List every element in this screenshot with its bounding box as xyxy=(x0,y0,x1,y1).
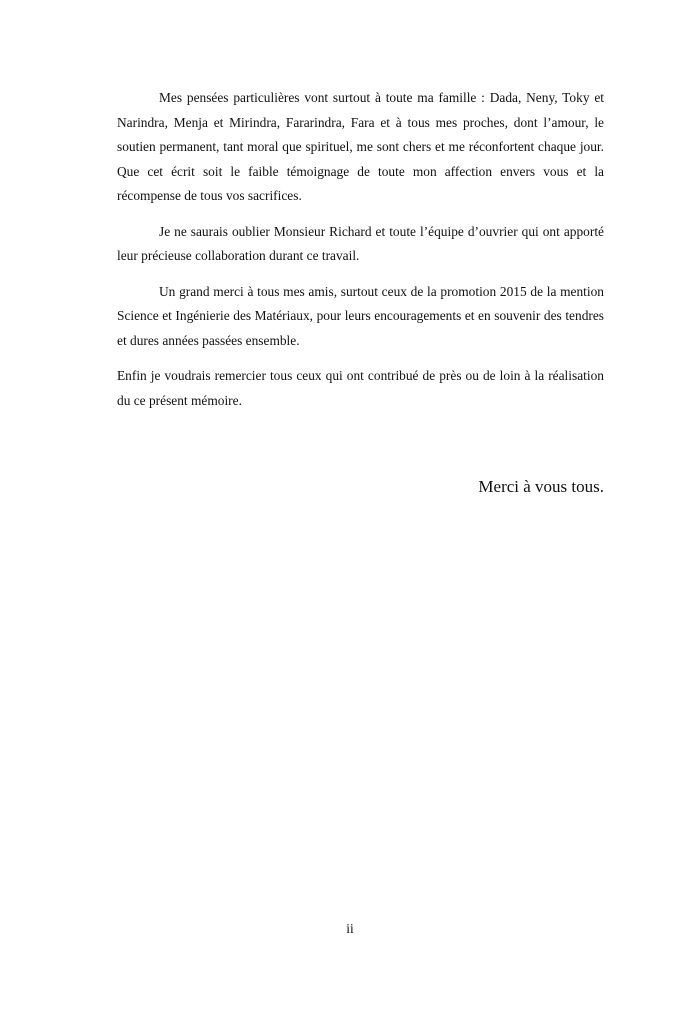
paragraph-friends: Un grand merci à tous mes amis, surtout ceux de la promotion 2015 de la mention Science et Ingénierie des Matériaux, pour leurs encouragements et en souvenir des tendres et dures années passées ensemble. xyxy=(117,283,604,348)
paragraph-final-thanks: Enfin je voudrais remercier tous ceux qui ont contribué de près ou de loin à la réalisation du ce présent mémoire. xyxy=(117,368,604,408)
acknowledgements-body xyxy=(117,86,604,424)
closing-line: Merci à vous tous. xyxy=(478,477,604,496)
paragraph-family: Mes pensées particulières vont surtout à toute ma famille : Dada, Neny, Toky et Narindra, Menja et Mirindra, Fararindra, Fara et à tous mes proches, dont l’amour, le soutien permanent, tant moral que spirituel, me sont chers et me réconfortent chaque jour. Que cet écrit soit le faible témoignage de toute mon affection envers vous et la récompense de tous vos sacrifices. xyxy=(117,90,604,203)
paragraph-team: Je ne saurais oublier Monsieur Richard et toute l’équipe d’ouvrier qui ont apporté leur précieuse collaboration durant ce travail. xyxy=(117,223,604,263)
page-number: ii xyxy=(346,921,354,936)
